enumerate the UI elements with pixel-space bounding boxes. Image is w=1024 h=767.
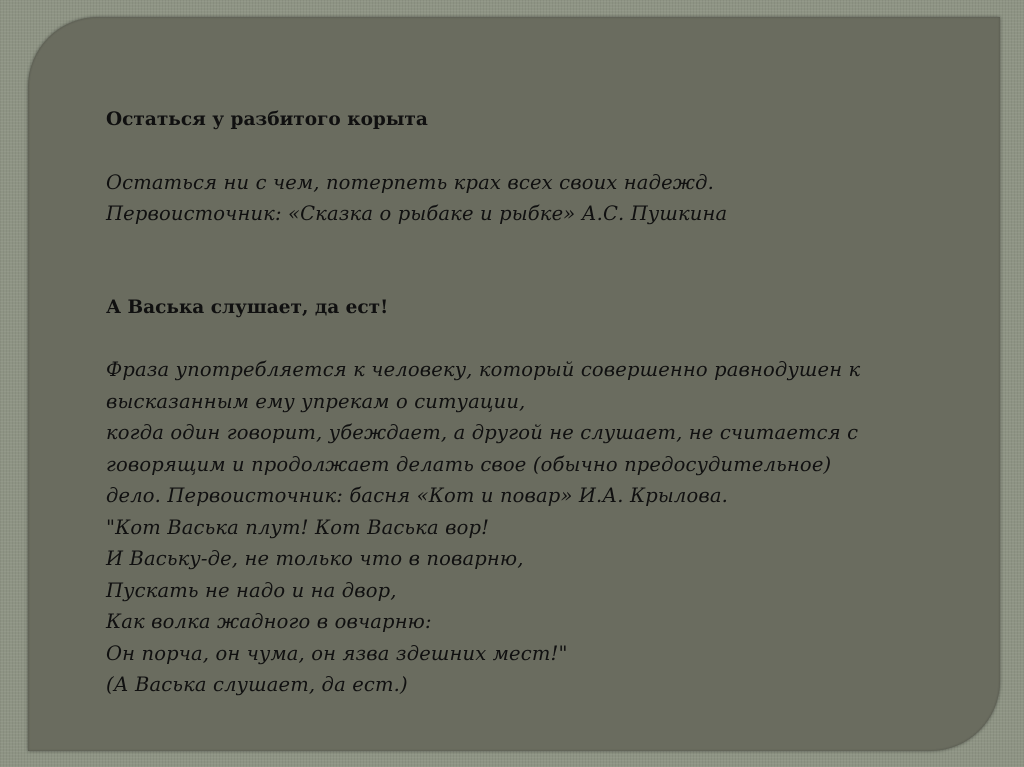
spacer xyxy=(106,230,946,292)
definition-line: Фраза употребляется к человеку, который совершенно равнодушен к xyxy=(106,358,861,381)
slide-content xyxy=(106,104,946,701)
definition-line: высказанным ему упрекам о ситуации, xyxy=(106,389,526,413)
quote-line: Как волка жадного в овчарню: xyxy=(106,610,432,633)
idiom-title-2: А Васька слушает, да ест! xyxy=(106,296,389,318)
quote-line: (А Васька слушает, да ест.) xyxy=(106,673,408,696)
quote-line: "Кот Васька плут! Кот Васька вор! xyxy=(106,515,490,539)
quote-line: Он порча, он чума, он язва здешних мест!" xyxy=(106,641,568,665)
source-line: дело. Первоисточник: басня «Кот и повар» И.А. Крылова. xyxy=(106,484,728,507)
spacer xyxy=(106,136,946,167)
quote-line: Пускать не надо и на двор, xyxy=(106,578,397,602)
definition-line: когда один говорит, убеждает, а другой не слушает, не считается с xyxy=(106,421,859,444)
definition-line: говорящим и продолжает делать свое (обычно предосудительное) xyxy=(106,452,832,476)
spacer xyxy=(106,323,946,354)
idiom-title-1: Остаться у разбитого корыта xyxy=(106,109,428,130)
definition-line: Остаться ни с чем, потерпеть крах всех своих надежд. xyxy=(106,170,714,194)
source-line: Первоисточник: «Сказка о рыбаке и рыбке» А.С. Пушкина xyxy=(106,202,728,225)
quote-line: И Ваську-де, не только что в поварню, xyxy=(106,547,524,570)
